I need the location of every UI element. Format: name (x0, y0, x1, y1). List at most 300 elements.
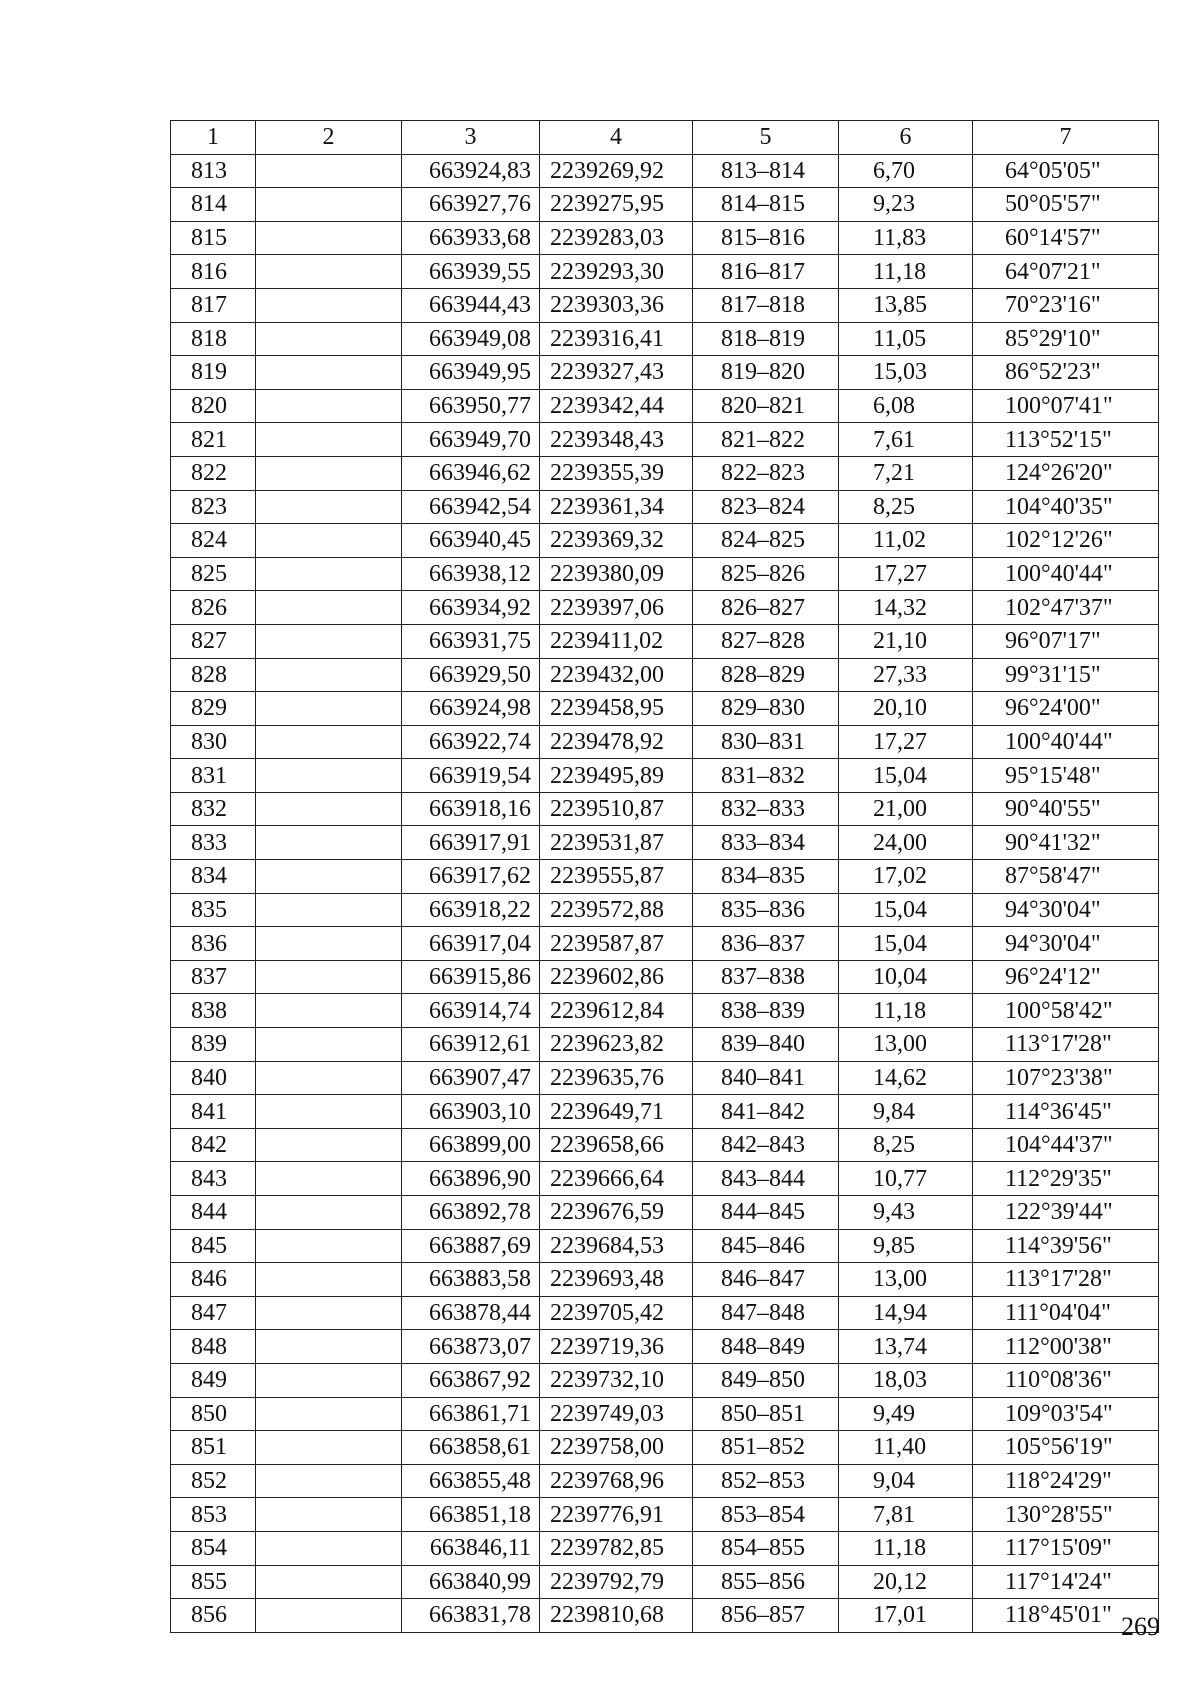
table-cell-col4: 2239635,76 (540, 1061, 693, 1095)
table-cell-col4: 2239327,43 (540, 356, 693, 390)
table-cell-col5: 827–828 (693, 624, 839, 658)
table-cell-col4: 2239776,91 (540, 1498, 693, 1532)
table-cell-col7: 117°14'24" (973, 1565, 1159, 1599)
table-cell-col4: 2239612,84 (540, 994, 693, 1028)
table-cell-col1: 825 (171, 557, 256, 591)
table-cell-col7: 112°29'35" (973, 1162, 1159, 1196)
table-cell-col3: 663918,16 (402, 792, 540, 826)
table-cell-col7: 118°45'01" (973, 1599, 1159, 1633)
table-cell-col4: 2239693,48 (540, 1263, 693, 1297)
table-cell-col3: 663924,98 (402, 692, 540, 726)
table-row (171, 860, 1159, 894)
table-cell-col1: 826 (171, 591, 256, 625)
table-cell-col5: 842–843 (693, 1128, 839, 1162)
table-cell-col7: 95°15'48" (973, 759, 1159, 793)
table-row (171, 188, 1159, 222)
table-cell-col7: 60°14'57" (973, 221, 1159, 255)
table-cell-col6: 6,70 (839, 154, 973, 188)
table-cell-col1: 852 (171, 1464, 256, 1498)
table-cell-col4: 2239510,87 (540, 792, 693, 826)
table-cell-col6: 10,04 (839, 960, 973, 994)
table-cell-col2 (256, 759, 402, 793)
table-cell-col5: 821–822 (693, 423, 839, 457)
table-cell-col3: 663940,45 (402, 524, 540, 558)
table-cell-col7: 96°24'00" (973, 692, 1159, 726)
table-row (171, 1229, 1159, 1263)
table-cell-col2 (256, 188, 402, 222)
table-cell-col2 (256, 1061, 402, 1095)
table-cell-col6: 8,25 (839, 490, 973, 524)
table-cell-col4: 2239758,00 (540, 1431, 693, 1465)
table-cell-col7: 130°28'55" (973, 1498, 1159, 1532)
table-cell-col4: 2239732,10 (540, 1363, 693, 1397)
table-cell-col4: 2239411,02 (540, 624, 693, 658)
table-cell-col7: 107°23'38" (973, 1061, 1159, 1095)
table-cell-col1: 830 (171, 725, 256, 759)
table-cell-col5: 820–821 (693, 389, 839, 423)
table-row (171, 927, 1159, 961)
table-cell-col4: 2239342,44 (540, 389, 693, 423)
table-cell-col3: 663924,83 (402, 154, 540, 188)
table-cell-col4: 2239658,66 (540, 1128, 693, 1162)
table-cell-col4: 2239587,87 (540, 927, 693, 961)
table-row (171, 1464, 1159, 1498)
table-cell-col4: 2239684,53 (540, 1229, 693, 1263)
table-cell-col5: 823–824 (693, 490, 839, 524)
table-cell-col7: 100°58'42" (973, 994, 1159, 1028)
table-cell-col5: 841–842 (693, 1095, 839, 1129)
table-cell-col5: 853–854 (693, 1498, 839, 1532)
table-row (171, 624, 1159, 658)
table-row (171, 759, 1159, 793)
table-cell-col2 (256, 356, 402, 390)
table-cell-col7: 114°36'45" (973, 1095, 1159, 1129)
table-cell-col1: 815 (171, 221, 256, 255)
table-cell-col2 (256, 221, 402, 255)
table-cell-col1: 827 (171, 624, 256, 658)
table-cell-col6: 17,27 (839, 557, 973, 591)
table-cell-col4: 2239361,34 (540, 490, 693, 524)
table-row (171, 1263, 1159, 1297)
table-cell-col2 (256, 1330, 402, 1364)
table-cell-col5: 813–814 (693, 154, 839, 188)
table-cell-col3: 663915,86 (402, 960, 540, 994)
table-cell-col6: 7,61 (839, 423, 973, 457)
table-cell-col1: 842 (171, 1128, 256, 1162)
table-row (171, 792, 1159, 826)
table-cell-col6: 11,05 (839, 322, 973, 356)
table-cell-col2 (256, 322, 402, 356)
table-cell-col1: 856 (171, 1599, 256, 1633)
table-row (171, 1028, 1159, 1062)
table-cell-col4: 2239269,92 (540, 154, 693, 188)
table-row (171, 725, 1159, 759)
table-row (171, 1162, 1159, 1196)
table-cell-col1: 839 (171, 1028, 256, 1062)
table-cell-col7: 113°17'28" (973, 1028, 1159, 1062)
table-row (171, 1061, 1159, 1095)
table-cell-col2 (256, 1229, 402, 1263)
table-cell-col1: 817 (171, 288, 256, 322)
table-cell-col4: 2239623,82 (540, 1028, 693, 1062)
table-row (171, 389, 1159, 423)
table-cell-col5: 816–817 (693, 255, 839, 289)
table-cell-col3: 663914,74 (402, 994, 540, 1028)
table-row (171, 557, 1159, 591)
table-cell-col6: 11,83 (839, 221, 973, 255)
table-cell-col3: 663831,78 (402, 1599, 540, 1633)
table-cell-col1: 837 (171, 960, 256, 994)
table-cell-col6: 14,32 (839, 591, 973, 625)
table-cell-col3: 663887,69 (402, 1229, 540, 1263)
table-row (171, 1498, 1159, 1532)
table-cell-col5: 845–846 (693, 1229, 839, 1263)
table-cell-col1: 836 (171, 927, 256, 961)
table-row (171, 658, 1159, 692)
table-cell-col3: 663858,61 (402, 1431, 540, 1465)
table-cell-col7: 100°07'41" (973, 389, 1159, 423)
table-cell-col3: 663912,61 (402, 1028, 540, 1062)
table-cell-col4: 2239495,89 (540, 759, 693, 793)
table-cell-col4: 2239355,39 (540, 456, 693, 490)
table-cell-col1: 843 (171, 1162, 256, 1196)
table-cell-col1: 831 (171, 759, 256, 793)
table-cell-col4: 2239602,86 (540, 960, 693, 994)
table-cell-col3: 663883,58 (402, 1263, 540, 1297)
table-cell-col6: 21,00 (839, 792, 973, 826)
table-cell-col2 (256, 725, 402, 759)
table-cell-col4: 2239676,59 (540, 1196, 693, 1230)
table-cell-col5: 856–857 (693, 1599, 839, 1633)
table-row (171, 1397, 1159, 1431)
table-cell-col7: 50°05'57" (973, 188, 1159, 222)
table-row (171, 1296, 1159, 1330)
column-header-7: 7 (973, 121, 1159, 155)
table-cell-col5: 818–819 (693, 322, 839, 356)
table-cell-col1: 820 (171, 389, 256, 423)
table-row (171, 356, 1159, 390)
table-cell-col7: 90°40'55" (973, 792, 1159, 826)
table-row (171, 1565, 1159, 1599)
table-cell-col4: 2239397,06 (540, 591, 693, 625)
table-cell-col4: 2239649,71 (540, 1095, 693, 1129)
table-cell-col5: 817–818 (693, 288, 839, 322)
table-cell-col5: 851–852 (693, 1431, 839, 1465)
table-cell-col2 (256, 826, 402, 860)
table-cell-col3: 663840,99 (402, 1565, 540, 1599)
column-header-2: 2 (256, 121, 402, 155)
table-cell-col2 (256, 927, 402, 961)
table-cell-col2 (256, 1095, 402, 1129)
table-cell-col6: 9,23 (839, 188, 973, 222)
table-cell-col4: 2239380,09 (540, 557, 693, 591)
table-cell-col1: 822 (171, 456, 256, 490)
table-row (171, 1095, 1159, 1129)
table-cell-col3: 663933,68 (402, 221, 540, 255)
table-cell-col4: 2239782,85 (540, 1531, 693, 1565)
table-cell-col4: 2239749,03 (540, 1397, 693, 1431)
table-cell-col7: 90°41'32" (973, 826, 1159, 860)
table-cell-col3: 663929,50 (402, 658, 540, 692)
table-row (171, 1128, 1159, 1162)
table-cell-col6: 24,00 (839, 826, 973, 860)
table-cell-col5: 833–834 (693, 826, 839, 860)
table-cell-col6: 15,04 (839, 759, 973, 793)
table-cell-col2 (256, 591, 402, 625)
table-cell-col3: 663867,92 (402, 1363, 540, 1397)
table-cell-col5: 836–837 (693, 927, 839, 961)
table-cell-col1: 816 (171, 255, 256, 289)
table-cell-col2 (256, 389, 402, 423)
table-cell-col2 (256, 658, 402, 692)
table-cell-col5: 847–848 (693, 1296, 839, 1330)
table-cell-col7: 99°31'15" (973, 658, 1159, 692)
table-cell-col4: 2239531,87 (540, 826, 693, 860)
table-body (171, 154, 1159, 1632)
table-cell-col6: 21,10 (839, 624, 973, 658)
table-cell-col3: 663938,12 (402, 557, 540, 591)
table-cell-col7: 86°52'23" (973, 356, 1159, 390)
table-cell-col2 (256, 1397, 402, 1431)
table-cell-col3: 663873,07 (402, 1330, 540, 1364)
column-header-5: 5 (693, 121, 839, 155)
table-cell-col6: 13,85 (839, 288, 973, 322)
table-cell-col7: 94°30'04" (973, 927, 1159, 961)
table-cell-col1: 854 (171, 1531, 256, 1565)
table-cell-col2 (256, 1196, 402, 1230)
table-cell-col4: 2239275,95 (540, 188, 693, 222)
table-cell-col2 (256, 1363, 402, 1397)
table-cell-col3: 663892,78 (402, 1196, 540, 1230)
table-cell-col4: 2239458,95 (540, 692, 693, 726)
table-cell-col6: 17,27 (839, 725, 973, 759)
table-cell-col3: 663939,55 (402, 255, 540, 289)
table-cell-col1: 829 (171, 692, 256, 726)
table-cell-col1: 848 (171, 1330, 256, 1364)
table-cell-col6: 7,81 (839, 1498, 973, 1532)
table-cell-col1: 824 (171, 524, 256, 558)
table-cell-col2 (256, 288, 402, 322)
table-cell-col7: 105°56'19" (973, 1431, 1159, 1465)
table-cell-col6: 14,94 (839, 1296, 973, 1330)
table-cell-col2 (256, 1599, 402, 1633)
table-cell-col6: 9,43 (839, 1196, 973, 1230)
table-cell-col3: 663855,48 (402, 1464, 540, 1498)
table-cell-col6: 9,85 (839, 1229, 973, 1263)
table-cell-col5: 828–829 (693, 658, 839, 692)
table-cell-col7: 122°39'44" (973, 1196, 1159, 1230)
table-cell-col6: 18,03 (839, 1363, 973, 1397)
table-cell-col7: 113°17'28" (973, 1263, 1159, 1297)
table-cell-col6: 13,00 (839, 1028, 973, 1062)
table-cell-col1: 832 (171, 792, 256, 826)
table-cell-col5: 849–850 (693, 1363, 839, 1397)
table-row (171, 1196, 1159, 1230)
table-cell-col1: 849 (171, 1363, 256, 1397)
table-cell-col5: 839–840 (693, 1028, 839, 1062)
table-cell-col5: 854–855 (693, 1531, 839, 1565)
table-row (171, 490, 1159, 524)
table-cell-col6: 11,18 (839, 255, 973, 289)
table-cell-col5: 846–847 (693, 1263, 839, 1297)
table-cell-col4: 2239810,68 (540, 1599, 693, 1633)
table-cell-col4: 2239768,96 (540, 1464, 693, 1498)
table-row (171, 288, 1159, 322)
table-cell-col1: 851 (171, 1431, 256, 1465)
table-cell-col5: 815–816 (693, 221, 839, 255)
table-cell-col5: 829–830 (693, 692, 839, 726)
table-cell-col4: 2239348,43 (540, 423, 693, 457)
table-cell-col6: 17,01 (839, 1599, 973, 1633)
table-row (171, 960, 1159, 994)
table-cell-col3: 663934,92 (402, 591, 540, 625)
table-cell-col3: 663927,76 (402, 188, 540, 222)
table-cell-col1: 828 (171, 658, 256, 692)
table-cell-col4: 2239303,36 (540, 288, 693, 322)
column-header-3: 3 (402, 121, 540, 155)
table-cell-col2 (256, 1464, 402, 1498)
table-cell-col5: 819–820 (693, 356, 839, 390)
table-cell-col1: 840 (171, 1061, 256, 1095)
table-cell-col7: 100°40'44" (973, 725, 1159, 759)
table-cell-col1: 844 (171, 1196, 256, 1230)
table-cell-col6: 13,00 (839, 1263, 973, 1297)
table-row (171, 826, 1159, 860)
table-cell-col1: 850 (171, 1397, 256, 1431)
table-cell-col7: 111°04'04" (973, 1296, 1159, 1330)
table-cell-col2 (256, 423, 402, 457)
table-cell-col1: 814 (171, 188, 256, 222)
table-cell-col7: 118°24'29" (973, 1464, 1159, 1498)
table-cell-col5: 843–844 (693, 1162, 839, 1196)
table-cell-col2 (256, 154, 402, 188)
table-cell-col4: 2239719,36 (540, 1330, 693, 1364)
table-cell-col7: 104°40'35" (973, 490, 1159, 524)
table-cell-col6: 9,84 (839, 1095, 973, 1129)
table-cell-col3: 663918,22 (402, 893, 540, 927)
coordinate-table (170, 120, 1159, 1633)
table-cell-col2 (256, 792, 402, 826)
column-header-4: 4 (540, 121, 693, 155)
table-cell-col2 (256, 490, 402, 524)
table-cell-col2 (256, 893, 402, 927)
table-cell-col5: 850–851 (693, 1397, 839, 1431)
table-cell-col3: 663899,00 (402, 1128, 540, 1162)
table-row (171, 591, 1159, 625)
table-cell-col3: 663917,04 (402, 927, 540, 961)
table-cell-col7: 94°30'04" (973, 893, 1159, 927)
table-row (171, 221, 1159, 255)
table-cell-col3: 663942,54 (402, 490, 540, 524)
table-cell-col6: 20,12 (839, 1565, 973, 1599)
table-cell-col1: 838 (171, 994, 256, 1028)
table-cell-col7: 96°07'17" (973, 624, 1159, 658)
table-row (171, 893, 1159, 927)
table-cell-col4: 2239572,88 (540, 893, 693, 927)
table-row (171, 1431, 1159, 1465)
table-cell-col6: 14,62 (839, 1061, 973, 1095)
table-cell-col1: 841 (171, 1095, 256, 1129)
table-row (171, 692, 1159, 726)
table-cell-col5: 844–845 (693, 1196, 839, 1230)
table-cell-col2 (256, 456, 402, 490)
table-cell-col5: 840–841 (693, 1061, 839, 1095)
table-cell-col6: 15,03 (839, 356, 973, 390)
table-cell-col7: 124°26'20" (973, 456, 1159, 490)
table-cell-col1: 823 (171, 490, 256, 524)
table-cell-col5: 830–831 (693, 725, 839, 759)
table-cell-col7: 64°05'05" (973, 154, 1159, 188)
table-cell-col3: 663917,62 (402, 860, 540, 894)
table-cell-col6: 20,10 (839, 692, 973, 726)
table-cell-col4: 2239432,00 (540, 658, 693, 692)
table-cell-col4: 2239369,32 (540, 524, 693, 558)
table-cell-col5: 837–838 (693, 960, 839, 994)
table-cell-col5: 835–836 (693, 893, 839, 927)
table-row (171, 1531, 1159, 1565)
table-cell-col1: 855 (171, 1565, 256, 1599)
table-cell-col2 (256, 1028, 402, 1062)
table-cell-col7: 102°12'26" (973, 524, 1159, 558)
table-cell-col6: 11,18 (839, 994, 973, 1028)
table-cell-col6: 13,74 (839, 1330, 973, 1364)
table-cell-col6: 10,77 (839, 1162, 973, 1196)
table-cell-col2 (256, 624, 402, 658)
table-cell-col1: 819 (171, 356, 256, 390)
page-number: 269 (1121, 1612, 1160, 1641)
table-cell-col5: 825–826 (693, 557, 839, 591)
table-cell-col3: 663931,75 (402, 624, 540, 658)
table-cell-col3: 663917,91 (402, 826, 540, 860)
table-cell-col6: 11,40 (839, 1431, 973, 1465)
table-cell-col6: 17,02 (839, 860, 973, 894)
table-row (171, 154, 1159, 188)
table-cell-col3: 663907,47 (402, 1061, 540, 1095)
table-cell-col2 (256, 1296, 402, 1330)
table-cell-col5: 814–815 (693, 188, 839, 222)
table-cell-col3: 663950,77 (402, 389, 540, 423)
table-cell-col3: 663861,71 (402, 1397, 540, 1431)
table-cell-col7: 64°07'21" (973, 255, 1159, 289)
table-cell-col5: 831–832 (693, 759, 839, 793)
table-cell-col7: 104°44'37" (973, 1128, 1159, 1162)
table-row (171, 1599, 1159, 1633)
table-cell-col2 (256, 1431, 402, 1465)
table-cell-col4: 2239705,42 (540, 1296, 693, 1330)
table-cell-col5: 834–835 (693, 860, 839, 894)
table-cell-col7: 114°39'56" (973, 1229, 1159, 1263)
table-cell-col2 (256, 860, 402, 894)
table-cell-col5: 855–856 (693, 1565, 839, 1599)
table-cell-col3: 663896,90 (402, 1162, 540, 1196)
table-cell-col3: 663903,10 (402, 1095, 540, 1129)
column-header-1: 1 (171, 121, 256, 155)
table-cell-col3: 663949,08 (402, 322, 540, 356)
table-cell-col1: 846 (171, 1263, 256, 1297)
table-cell-col7: 112°00'38" (973, 1330, 1159, 1364)
table-cell-col3: 663919,54 (402, 759, 540, 793)
table-cell-col1: 821 (171, 423, 256, 457)
table-cell-col2 (256, 255, 402, 289)
table-cell-col7: 100°40'44" (973, 557, 1159, 591)
table-cell-col6: 27,33 (839, 658, 973, 692)
table-cell-col5: 822–823 (693, 456, 839, 490)
table-cell-col6: 8,25 (839, 1128, 973, 1162)
table-cell-col2 (256, 994, 402, 1028)
table-cell-col3: 663944,43 (402, 288, 540, 322)
table-cell-col1: 833 (171, 826, 256, 860)
table-cell-col7: 110°08'36" (973, 1363, 1159, 1397)
